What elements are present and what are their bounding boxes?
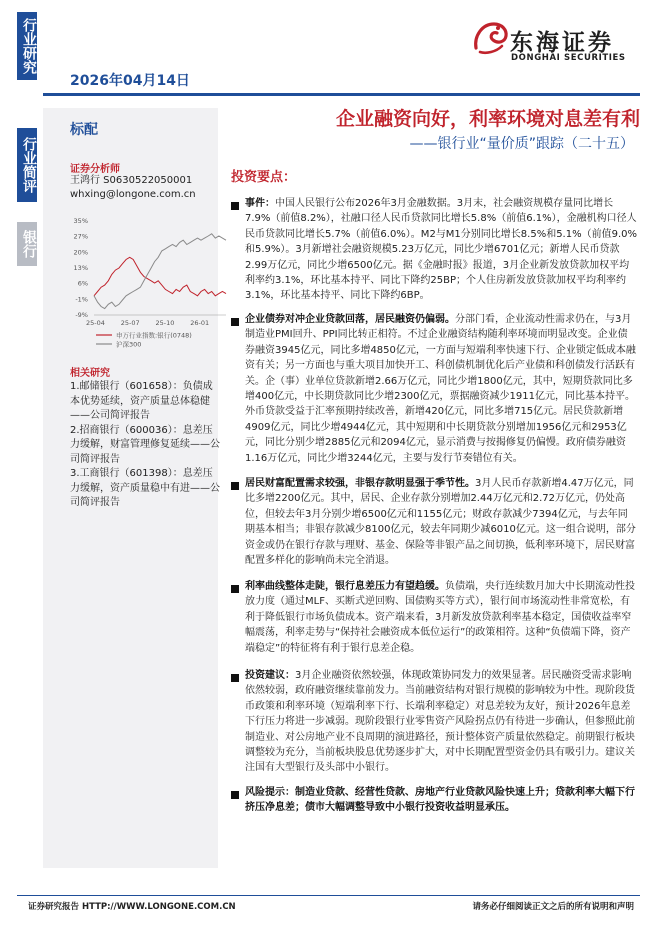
footer-left[interactable]: 证券研究报告 HTTP://WWW.LONGONE.COM.CN <box>28 902 236 912</box>
bullet-icon <box>231 791 239 799</box>
para-deposits <box>245 476 637 568</box>
x-tick-label: 26-01 <box>190 319 210 327</box>
footer-disclaimer: 请务必仔细阅读正文之后的所有说明和声明 <box>472 902 634 912</box>
y-tick-label: 27% <box>73 232 88 241</box>
y-tick-label: 6% <box>77 279 88 288</box>
tag-industry-comment-label: 行业简评 <box>21 137 37 193</box>
y-tick-label: 35% <box>73 217 88 225</box>
para-risk <box>245 785 637 816</box>
para-lead: 利率曲线整体走陡，银行息差压力有望趋缓。 <box>245 581 445 592</box>
header-divider <box>43 93 640 96</box>
para-lead: 风险提示：制造业贷款、经营性贷款、房地产行业贷款风险快速上升；贷款利率大幅下行挤压净息差；债市大幅调整导致中小银行投资收益明显承压。 <box>245 787 635 814</box>
related-research-title: 相关研究 <box>70 368 110 379</box>
tag-bank-label: 银行 <box>21 230 37 258</box>
series-line <box>94 234 226 309</box>
para-body: 3月企业融资依然较强，体现政策协同发力的效果显著。居民融资受需求影响依然较弱，政府融资继续靠前发力。当前融资结构对银行规模的影响较为中性。现阶段货币政策和利率环境（短端利率下行、长端利率稳定）对息差较为友好，预计2026年息差下行压力将进一步减弱。现阶段银行业零售资产风险拐点仍有待进一步确认，但参照此前制造业、对公房地产业不良周期的演进路径，预计整体资产质量依然稳定。前期银行板块调整较为充分，当前板块股息优势逐步扩大，对中长期配置型资金仍具有吸引力。建议关注国有大型银行及头部中小银行。 <box>245 670 635 774</box>
company-logo <box>470 18 638 70</box>
y-tick-label: 20% <box>73 248 88 257</box>
y-tick-label: 13% <box>73 264 88 272</box>
tag-industry-research-label: 行业研究 <box>21 18 37 74</box>
para-event <box>245 196 637 304</box>
para-investment-advice <box>245 668 637 776</box>
para-rate-curve <box>245 579 637 656</box>
logo-cn: 东海证券 <box>510 30 614 56</box>
legend-label: 沪深300 <box>116 340 142 349</box>
para-lead: 投资建议： <box>245 670 295 681</box>
para-body: 负债端，央行连续数月加大中长期流动性投放力度（通过MLF、买断式逆回购、国债购买等方式），银行间市场流动性非常宽松，有利于降低银行市场负债成本。资产端来看，3月新发放贷款利率基本稳定，国债收益率窄幅震荡，利率走势与“保持社会融资成本低位运行”的政策相符。这种“负债端下降，资产端稳定”的特征将有利于银行息差企稳。 <box>245 581 635 654</box>
tag-bank <box>17 222 37 266</box>
bullet-icon <box>231 202 239 210</box>
bullet-icon <box>231 318 239 326</box>
bullet-icon <box>231 482 239 490</box>
footer-divider <box>17 895 640 896</box>
para-lead: 居民财富配置需求较强，非银存款明显强于季节性。 <box>245 478 475 489</box>
analyst-name: 王鸿行 S0630522050001 <box>70 175 193 186</box>
analyst-email[interactable]: whxing@longone.com.cn <box>70 189 196 200</box>
related-research-item[interactable]: 3.工商银行（601398）：息差压力缓解，资产质量稳中有进——公司简评报告 <box>70 468 220 508</box>
para-lead: 事件： <box>245 198 275 209</box>
logo-en: DONGHAI SECURITIES <box>511 53 626 63</box>
dragon-logo-icon <box>470 18 510 58</box>
series-line <box>94 257 226 296</box>
rating: 标配 <box>70 122 98 138</box>
related-research-item[interactable]: 1.邮储银行（601658）：负债成本优势延续，资产质量总体稳健——公司简评报告 <box>70 381 213 421</box>
bullet-icon <box>231 585 239 593</box>
report-date: 2026年04月14日 <box>70 73 190 89</box>
performance-chart <box>66 215 232 355</box>
related-research-list <box>70 380 220 511</box>
y-tick-label: -9% <box>75 311 88 319</box>
legend-label: 申万行业指数:银行(0748) <box>116 331 192 340</box>
analyst-title: 证券分析师 <box>70 164 120 175</box>
bullet-icon <box>231 674 239 682</box>
report-title: 企业融资向好，利率环境对息差有利 <box>335 108 640 130</box>
report-subtitle: ——银行业“量价质”跟踪（二十五） <box>409 136 634 152</box>
para-corporate-financing <box>245 312 637 466</box>
para-lead: 企业债券对冲企业贷款回落，居民融资仍偏弱。 <box>245 314 455 325</box>
y-tick-label: -1% <box>75 295 88 304</box>
tag-industry-comment <box>17 128 37 202</box>
x-tick-label: 25-04 <box>86 319 105 327</box>
investment-highlights-heading: 投资要点： <box>231 170 297 185</box>
tag-industry-research <box>17 12 37 80</box>
para-body: 3月人民币存款新增4.47万亿元，同比多增2200亿元。其中，居民、企业存款分别增加2.44万亿元和2.72万亿元，仍处高位，但较去年3月分别少增6500亿元和1155亿元；财政存款减少7394亿元，与去年同期基本相当；非银存款减少8100亿元，较去年同期少减6010亿元。这一组合说明，部分资金或仍在银行存款与理财、基金、保险等非银产品之间切换，低利率环境下，居民财富配置多样化的影响尚未完全消退。 <box>245 478 636 567</box>
x-tick-label: 25-10 <box>155 319 175 327</box>
para-body: 分部门看，企业流动性需求仍在，与3月制造业PMI回升、PPI同比转正相符。不过企业融资结构随利率环境而明显改变。企业债券融资3945亿元，同比多增4850亿元，一方面与短端利率快速下行、企业锁定低成本融资有关；另一方面也与重大项目加快开工、科创债机制优化后产业债和科创债发行活跃有关。企（事）业单位贷款新增2.66万亿元，同比少增1800亿元，其中，短期贷款同比多增400亿元，中长期贷款同比少增2300亿元，票据融资减少1911亿元，同比基本持平。外币贷款受益于汇率预期持续改善，新增420亿元，同比多增715亿元。居民贷款新增4909亿元，同比少增4944亿元，其中短期和中长期贷款分别增加1956亿元和2953亿元，同比分别少增2885亿元和2094亿元，显示消费与按揭修复仍偏慢。政府债券融资1.16万亿元，同比少增3244亿元，主要与发行节奏错位有关。 <box>245 314 636 464</box>
related-research-item[interactable]: 2.招商银行（600036）：息差压力缓解，财富管理修复延续——公司简评报告 <box>70 424 220 465</box>
para-body: 中国人民银行公布2026年3月金融数据。3月末，社会融资规模存量同比增长7.9%（前值8.2%），社融口径人民币贷款同比增长5.8%（前值6.1%），金融机构口径人民币贷款同比增长5.7%（前值6.0%）。M2与M1分别同比增长8.5%和5.1%（前值9.0%和5.9%）。3月新增社会融资规模5.23万亿元，同比少增6701亿元；新增人民币贷款2.99万亿元，同比少增6500亿元。据《金融时报》报道，3月企业新发放贷款加权平均利率约3.1%，环比基本持平、同比下降约25BP；个人住房新发放贷款加权平均利率约3.1%，环比基本持平、同比下降约6BP。 <box>245 198 638 302</box>
x-tick-label: 25-07 <box>120 319 140 327</box>
